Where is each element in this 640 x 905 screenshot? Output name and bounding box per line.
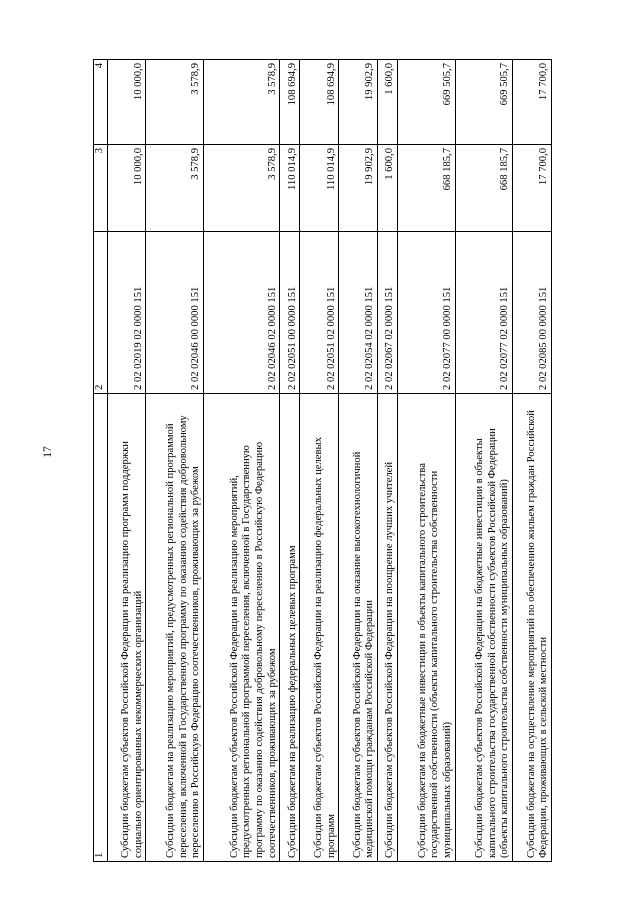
row-value-3: 10 000,0 <box>107 145 146 232</box>
row-name: Субсидии бюджетам субъектов Российской Федерации на поощрение лучших учителей <box>377 394 397 862</box>
row-value-4: 17 700,0 <box>513 60 552 145</box>
row-code: 2 02 02067 02 0000 151 <box>377 232 397 394</box>
table-row <box>203 60 279 862</box>
row-value-4: 3 578,9 <box>146 60 204 145</box>
row-name: Субсидии бюджетам на бюджетные инвестиции в объекты капитального строительства государственной собственности (объекты капитального строительства собственности муниципальных образований) <box>398 394 456 862</box>
table-row <box>339 60 378 862</box>
table-header-row <box>94 60 108 862</box>
row-code: 2 02 02077 02 0000 151 <box>455 232 513 394</box>
row-code: 2 02 02046 02 0000 151 <box>203 232 279 394</box>
table-row <box>398 60 456 862</box>
row-value-4: 669 505,7 <box>455 60 513 145</box>
row-value-3: 668 185,7 <box>455 145 513 232</box>
row-code: 2 02 02054 02 0000 151 <box>339 232 378 394</box>
row-code: 2 02 02051 00 0000 151 <box>280 232 300 394</box>
row-code: 2 02 02077 00 0000 151 <box>398 232 456 394</box>
table-row <box>280 60 300 862</box>
table-row <box>377 60 397 862</box>
table-row <box>107 60 146 862</box>
page-number: 17 <box>42 446 54 458</box>
row-code: 2 02 02046 00 0000 151 <box>146 232 204 394</box>
header-col-1: 1 <box>94 394 108 862</box>
row-value-3: 110 014,9 <box>280 145 300 232</box>
table-row <box>146 60 204 862</box>
row-name: Субсидии бюджетам на реализацию мероприятий, предусмотренных региональной программой переселения, включенной в Государственную программу по оказанию содействия добровольному переселению в Российскую Федерацию соотечественников, проживающих за рубежом <box>146 394 204 862</box>
row-name: Субсидии бюджетам субъектов Российской Федерации на реализацию программ поддержки социально ориентированных некоммерческих организаций <box>107 394 146 862</box>
row-name: Субсидии бюджетам на реализацию федеральных целевых программ <box>280 394 300 862</box>
row-value-4: 108 694,9 <box>300 60 339 145</box>
table-row <box>513 60 552 862</box>
row-value-3: 3 578,9 <box>146 145 204 232</box>
row-name: Субсидии бюджетам субъектов Российской Федерации на бюджетные инвестиции в объекты капитального строительства государственной собственности субъектов Российской Федерации (объекты капитального строительства собственности муниципальных образований) <box>455 394 513 862</box>
header-col-3: 3 <box>94 145 108 232</box>
table-row <box>455 60 513 862</box>
row-value-3: 668 185,7 <box>398 145 456 232</box>
row-value-3: 3 578,9 <box>203 145 279 232</box>
header-col-4: 4 <box>94 60 108 145</box>
row-code: 2 02 02085 00 0000 151 <box>513 232 552 394</box>
row-code: 2 02 02051 02 0000 151 <box>300 232 339 394</box>
row-value-3: 110 014,9 <box>300 145 339 232</box>
row-name: Субсидии бюджетам субъектов Российской Федерации на реализацию мероприятий, предусмотренных региональной программой переселения, включенной в Государственную программу по оказанию содействия добровольному переселению в Российскую Федерацию соотечественников, проживающих за рубежом <box>203 394 279 862</box>
rotated-table-container <box>93 63 552 862</box>
table-row <box>300 60 339 862</box>
row-value-4: 1 600,0 <box>377 60 397 145</box>
row-code: 2 02 02019 02 0000 151 <box>107 232 146 394</box>
row-name: Субсидии бюджетам субъектов Российской Федерации на оказание высокотехнологичной медицинской помощи гражданам Российской Федерации <box>339 394 378 862</box>
row-name: Субсидии бюджетам субъектов Российской Федерации на реализацию федеральных целевых программ <box>300 394 339 862</box>
row-value-4: 10 000,0 <box>107 60 146 145</box>
row-value-3: 1 600,0 <box>377 145 397 232</box>
row-value-4: 19 902,9 <box>339 60 378 145</box>
row-name: Субсидии бюджетам на осуществление мероприятий по обеспечению жильем граждан Российской Федерации, проживающих в сельской местности <box>513 394 552 862</box>
header-col-2: 2 <box>94 232 108 394</box>
budget-table <box>93 59 552 862</box>
row-value-3: 17 700,0 <box>513 145 552 232</box>
row-value-4: 3 578,9 <box>203 60 279 145</box>
row-value-4: 108 694,9 <box>280 60 300 145</box>
row-value-4: 669 505,7 <box>398 60 456 145</box>
row-value-3: 19 902,9 <box>339 145 378 232</box>
